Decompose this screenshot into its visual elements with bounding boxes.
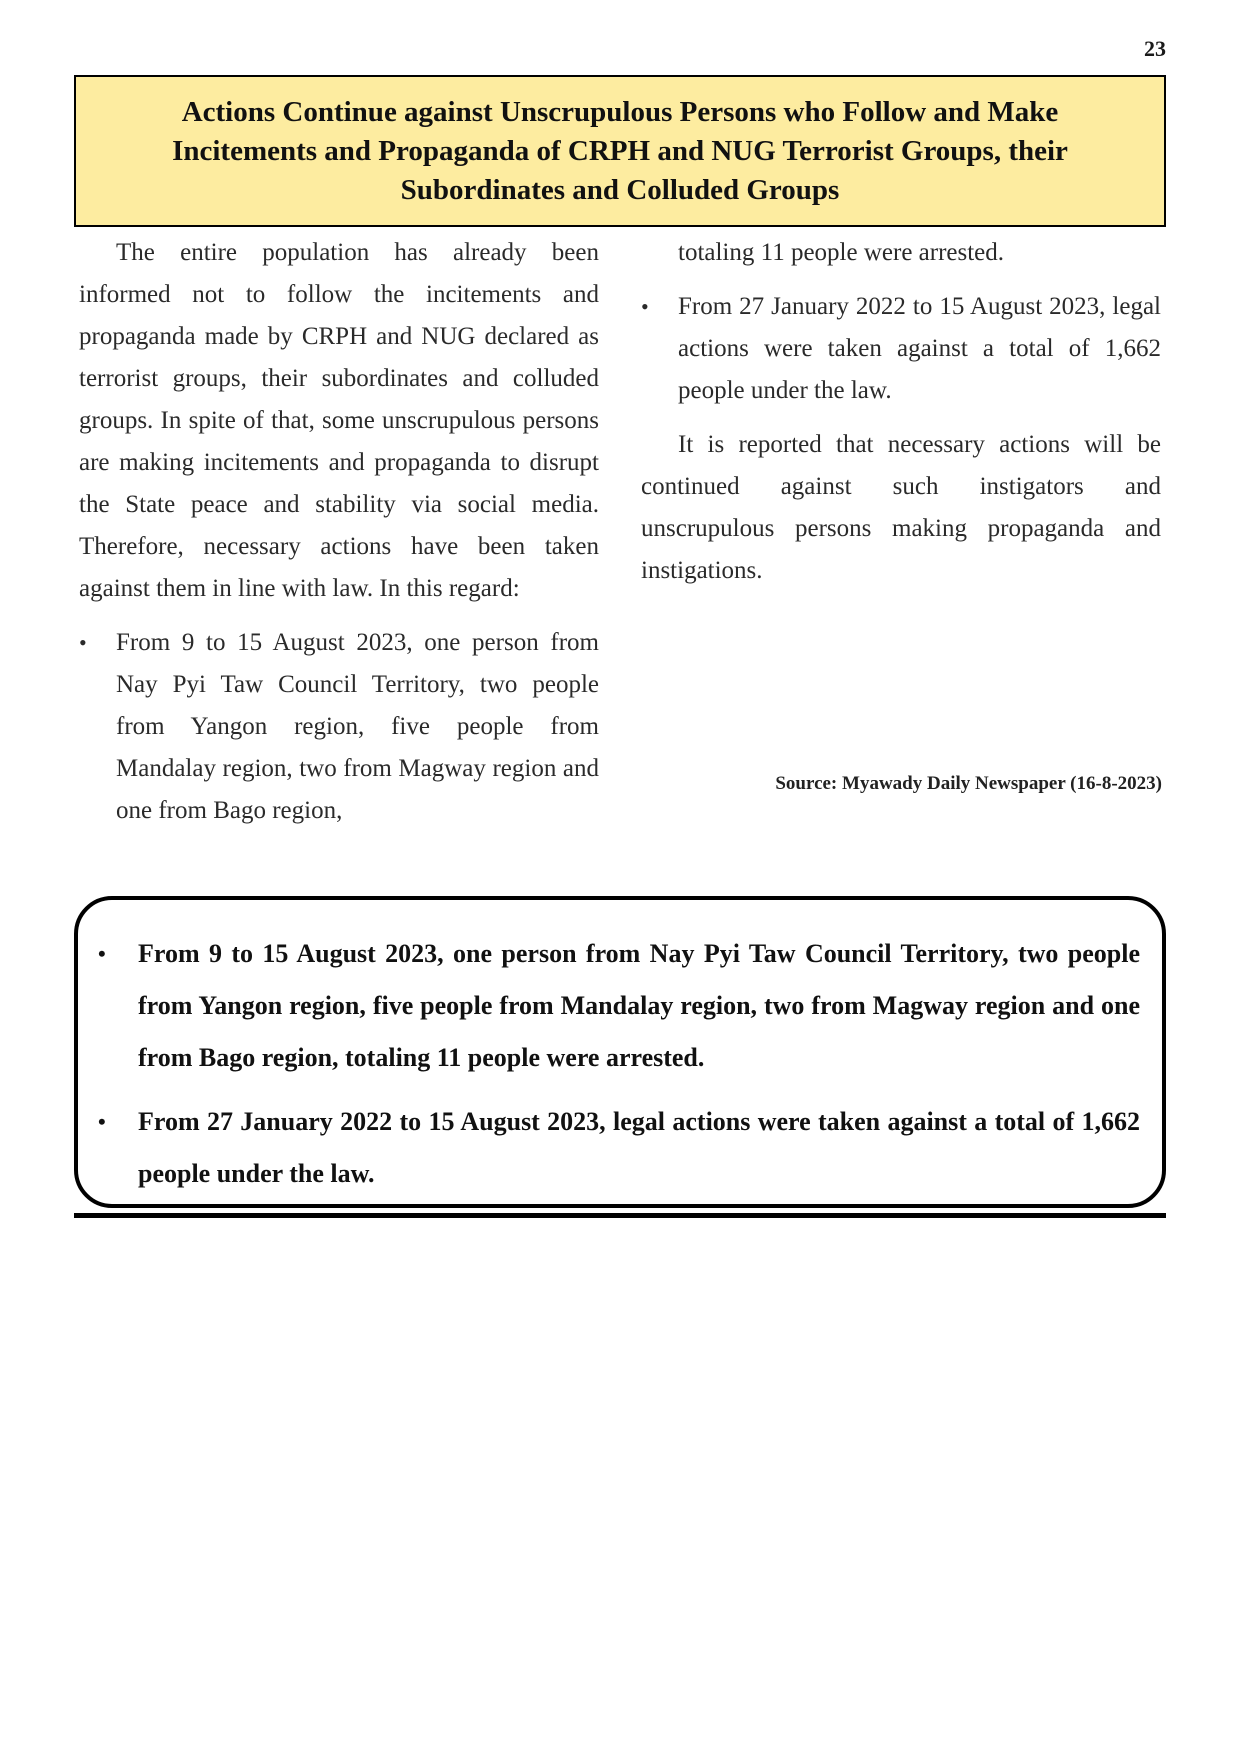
summary-text: From 9 to 15 August 2023, one person from Nay Pyi Taw Council Territory, two people from Yangon region, five people from Mandalay region, two from Magway region and one from Bago region, totaling 11 people were arrested. [138, 939, 1140, 1072]
list-item [98, 1096, 1140, 1200]
list-item [641, 286, 1161, 412]
source-citation: Source: Myawady Daily Newspaper (16-8-2023) [775, 773, 1162, 794]
bullet-icon: • [98, 1109, 106, 1134]
summary-text: From 27 January 2022 to 15 August 2023, legal actions were taken against a total of 1,662 people under the law. [138, 1107, 1140, 1188]
summary-box [74, 896, 1166, 1208]
closing-paragraph: It is reported that necessary actions will be continued against such instigators and unscrupulous persons making propaganda and instigations. [641, 431, 1161, 584]
article-title: Actions Continue against Unscrupulous Persons who Follow and Make Incitements and Propaganda of CRPH and NUG Terrorist Groups, their Subordinates and Colluded Groups [172, 95, 1068, 206]
bullet-icon: • [641, 294, 649, 319]
right-bullet-list [641, 286, 1161, 412]
bullet-icon: • [79, 630, 87, 655]
left-bullet-list [79, 622, 599, 832]
page-number: 23 [1144, 36, 1166, 61]
bullet-text: From 27 January 2022 to 15 August 2023, legal actions were taken against a total of 1,662 people under the law. [678, 293, 1161, 404]
bullet-text: From 9 to 15 August 2023, one person from Nay Pyi Taw Council Territory, two people from Yangon region, five people from Mandalay region, two from Magway region and one from Bago region, [116, 629, 599, 824]
intro-paragraph: The entire population has already been informed not to follow the incitements and propaganda made by CRPH and NUG declared as terrorist groups, their subordinates and colluded groups. In spite of that, some unscrupulous persons are making incitements and propaganda to disrupt the State peace and stability via social media. Therefore, necessary actions have been taken against them in line with law. In this regard: [79, 239, 599, 602]
title-box [74, 75, 1166, 227]
bullet-continuation: totaling 11 people were arrested. [678, 239, 1005, 266]
list-item [98, 928, 1140, 1084]
left-column [79, 232, 599, 844]
list-item [79, 622, 599, 832]
bottom-divider [74, 1213, 1166, 1218]
summary-list [98, 928, 1140, 1200]
right-column [641, 232, 1161, 592]
bullet-icon: • [98, 941, 106, 966]
